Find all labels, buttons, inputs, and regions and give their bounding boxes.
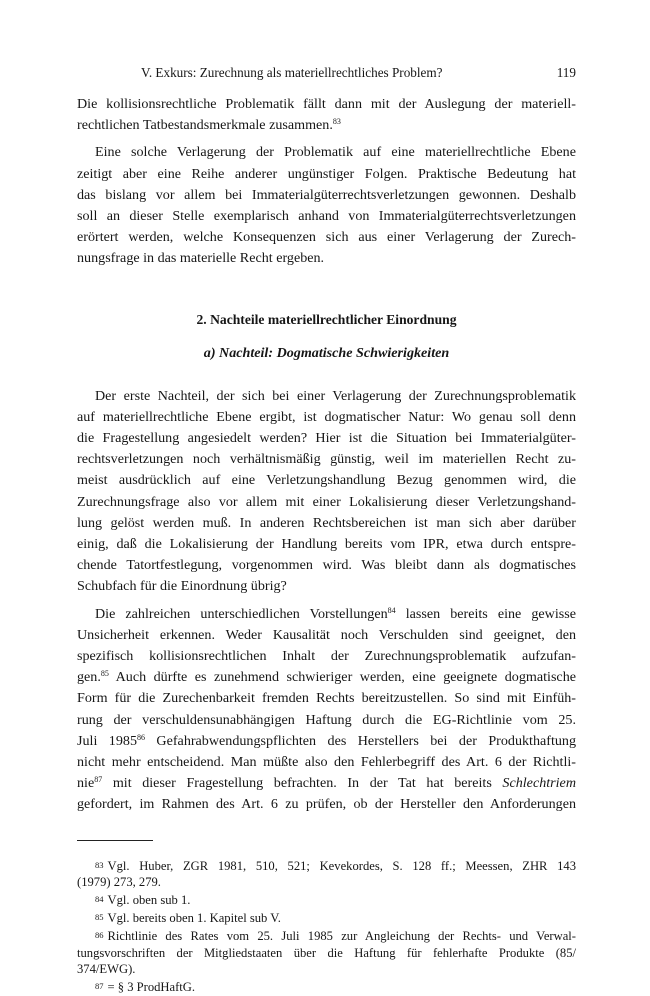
paragraph-text: Gefahrabwendungspflichten des Herstellers bei der Produkthaftung: [145, 732, 577, 749]
paragraph-text: lassen bereits eine gewisse: [395, 605, 576, 622]
paragraph-line: erörtert werden, welche Konsequenzen sich aus einer Verlagerung der Zurech-: [77, 229, 576, 246]
footnote-84: [77, 891, 576, 909]
footnote-text: Richtlinie des Rates vom 25. Juli 1985 zur Angleichung der Rechts- und Verwal-: [107, 928, 576, 943]
footnote-line: (1979) 273, 279.: [77, 875, 161, 890]
paragraph-text: gen.: [77, 669, 101, 686]
paragraph-line: [77, 667, 576, 688]
section-heading: 2. Nachteile materiellrechtlicher Einordnung: [196, 311, 457, 327]
paragraph-line: das bislang vor allem bei Immaterialgüterrechtsverletzungen gewonnen. Deshalb: [77, 186, 576, 203]
paragraph-line: [77, 773, 576, 794]
footnote-line: [77, 857, 576, 875]
footnote-number: 87: [95, 981, 104, 992]
paragraph-line: Schubfach für die Einordnung übrig?: [77, 578, 287, 595]
paragraph-1: [77, 94, 576, 136]
paragraph-text: rechtlichen Tatbestandsmerkmale zusammen.: [77, 117, 333, 134]
paragraph-line: Der erste Nachteil, der sich bei einer Verlagerung der Zurechnungsproblematik: [95, 387, 576, 404]
paragraph-line: rung der verschuldensunabhängigen Haftung durch die EG-Richtlinie vom 25.: [77, 711, 576, 728]
paragraph-line: chende Tatortfestlegung, vorgenommen wird. Was bleibt dann als dogmatisches: [77, 557, 576, 574]
running-head: [77, 62, 576, 84]
paragraph-line: gefordert, im Rahmen des Art. 6 zu prüfen, ob der Hersteller den Anforderungen: [77, 796, 576, 813]
footnote-line: 374/EWG).: [77, 962, 136, 977]
footnote-number: 86: [95, 929, 104, 940]
footnote-divider: [77, 840, 153, 841]
paragraph-line: auf materiellrechtliche Ebene ergibt, ist dogmatischer Natur: Wo genau soll denn: [77, 408, 576, 425]
footnote-ref[interactable]: 84: [387, 605, 396, 615]
paragraph-line: Eine solche Verlagerung der Problematik auf eine materiellrechtliche Ebene: [95, 144, 576, 161]
paragraph-text: mit dieser Fragestellung befrachten. In der Tat hat bereits: [102, 775, 503, 792]
footnote-line: [77, 978, 576, 996]
footnote-line: tungsvorschriften der Mitgliedstaaten über die Haftung für fehlerhafte Produkte (85/: [77, 945, 576, 960]
sub-heading: a) Nachteil: Dogmatische Schwierigkeiten: [203, 344, 450, 361]
paragraph-line: nungsfrage in das materielle Recht ergeben.: [77, 250, 325, 267]
footnotes: [77, 857, 576, 996]
footnote-text: Vgl. bereits oben 1. Kapitel sub V.: [107, 911, 281, 926]
paragraph-line: rechtsverletzungen noch verhältnismäßig günstig, weil im materiellen Recht zu-: [77, 451, 576, 468]
paragraph-2: [77, 142, 576, 269]
footnote-ref[interactable]: 86: [137, 732, 145, 742]
footnote-text: = § 3 ProdHaftG.: [107, 980, 196, 995]
paragraph-line: spezifisch kollisionsrechtlichen Inhalt der Zurechnungsproblematik aufzufan-: [77, 648, 576, 665]
paragraph-line: [77, 604, 576, 625]
paragraph-line: [77, 115, 576, 136]
footnote-87: [77, 978, 576, 996]
paragraph-line: nicht mehr entscheidend. Man müßte also den Fehlerbegriff des Art. 6 der Richtli-: [77, 754, 576, 771]
paragraph-text: Juli 1985: [77, 732, 137, 749]
paragraph-text: Die zahlreichen unterschiedlichen Vorstellungen: [95, 605, 388, 622]
paragraph-3: [77, 386, 576, 598]
paragraph-line: lung gelöst werden muß. In anderen Rechtsbereichen ist man sich aber darüber: [77, 514, 576, 531]
footnote-number: 84: [95, 894, 104, 905]
footnote-line: [77, 909, 576, 927]
footnote-line: [77, 891, 576, 909]
footnote-line: [77, 927, 576, 945]
paragraph-line: Die kollisionsrechtliche Problematik fällt dann mit der Auslegung der materiell-: [77, 96, 576, 112]
paragraph-line: zeitigt aber eine Reihe anderer ungünstiger Folgen. Praktische Bedeutung hat: [77, 165, 576, 182]
paragraph-text: nie: [77, 775, 95, 792]
footnote-number: 85: [95, 912, 104, 923]
footnote-ref[interactable]: 85: [100, 669, 109, 679]
paragraph-line: einig, daß die Lokalisierung der Handlung bereits vom IPR, etwa durch entspre-: [77, 536, 576, 553]
paragraph-line: soll an dieser Stelle exemplarisch anhand von Immaterialgüterrechtsverletzungen: [77, 208, 576, 225]
paragraph-line: die Fragestellung angesiedelt werden? Hier ist die Situation bei Immaterialgüter-: [77, 430, 576, 447]
paragraph-line: meist ausdrücklich auf eine Verletzungshandlung Bezug genommen wird, die: [77, 472, 576, 489]
footnote-number: 83: [95, 859, 104, 870]
footnote-83: [77, 857, 576, 892]
paragraph-line: [77, 731, 576, 752]
footnote-ref[interactable]: 87: [94, 775, 103, 785]
page-number: 119: [556, 65, 576, 80]
footnote-ref[interactable]: 83: [332, 117, 341, 127]
author-name-emphasis: Schlechtriem: [502, 775, 576, 792]
paragraph-text: Auch dürfte es zunehmend schwieriger werden, eine geeignete dogmatische: [108, 669, 576, 686]
book-page: [77, 62, 576, 996]
paragraph-line: Form für die Zurechenbarkeit fremden Rechts bereitzustellen. So sind mit Einfüh-: [77, 690, 576, 707]
paragraph-4: [77, 604, 576, 816]
paragraph-line: Unsicherheit erkennen. Weder Kausalität noch Verschulden sind geeignet, den: [77, 626, 576, 643]
footnote-86: [77, 927, 576, 978]
paragraph-line: Zurechnungsfrage also vor allem mit einer Lokalisierung dieser Verletzungshand-: [77, 493, 576, 510]
running-head-title: V. Exkurs: Zurechnung als materiellrechtliches Problem?: [141, 65, 443, 80]
footnote-85: [77, 909, 576, 927]
footnote-text: Vgl. oben sub 1.: [107, 893, 191, 908]
footnote-text: Vgl. Huber, ZGR 1981, 510, 521; Kevekordes, S. 128 ff.; Meessen, ZHR 143: [107, 858, 576, 873]
